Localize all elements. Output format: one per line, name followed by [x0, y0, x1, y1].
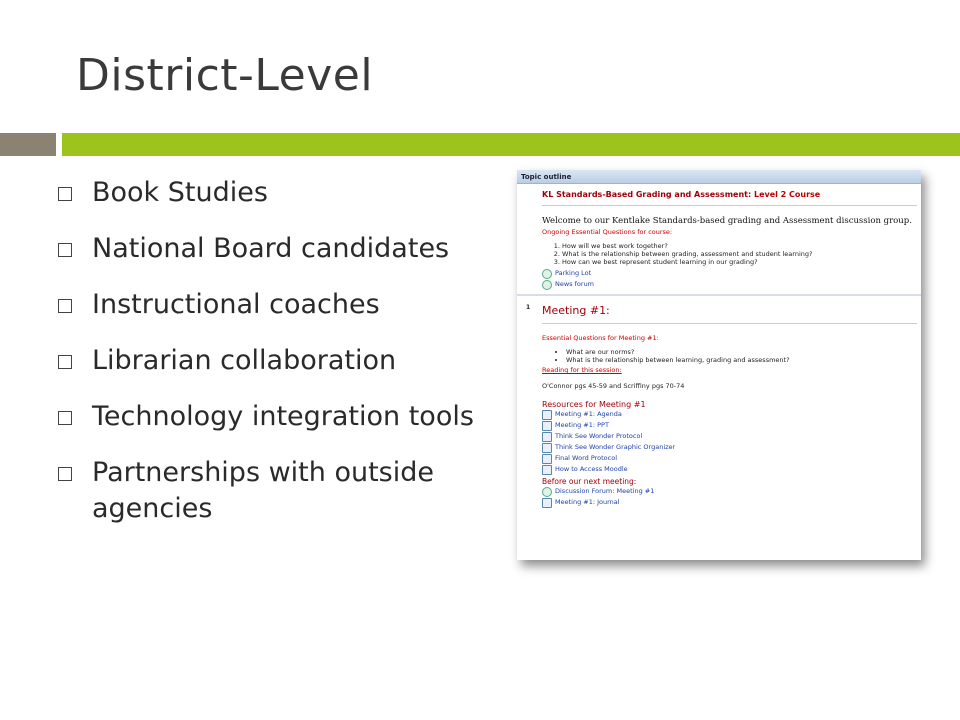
reading-label: Reading for this session:	[542, 366, 622, 374]
link-text: Think See Wonder Protocol	[555, 432, 643, 440]
list-item: 1. How will we best work together?	[562, 242, 917, 250]
ongoing-questions-label: Ongoing Essential Questions for course:	[542, 228, 673, 236]
section-number: 1	[526, 304, 531, 311]
course-title-text: KL Standards-Based Grading and Assessment:	[542, 190, 752, 199]
discussion-forum-link[interactable]	[542, 486, 917, 497]
moodle-screenshot	[517, 170, 921, 560]
list-item: 2. What is the relationship between grading, assessment and student learning?	[562, 250, 917, 258]
welcome-text: Welcome to our Kentlake Standards-based grading and Assessment discussion group.	[542, 216, 912, 226]
square-bullet-icon	[58, 243, 72, 257]
list-item: • What is the relationship between learning, grading and assessment?	[566, 356, 917, 364]
slide-title: District-Level	[76, 50, 374, 101]
resources-label: Resources for Meeting #1	[542, 400, 646, 409]
link-text: Parking Lot	[555, 269, 592, 277]
forum-icon	[542, 487, 552, 497]
bullet-text: Librarian collaboration	[92, 345, 397, 376]
divider	[542, 323, 917, 324]
bullet-text: Instructional coaches	[92, 289, 380, 320]
square-bullet-icon	[58, 187, 72, 201]
square-bullet-icon	[58, 299, 72, 313]
document-icon	[542, 465, 552, 475]
parking-lot-link[interactable]	[542, 268, 917, 279]
meeting-questions-list	[542, 348, 917, 364]
forum-icon	[542, 269, 552, 279]
link-text: Meeting #1: Journal	[555, 498, 620, 506]
news-forum-link[interactable]	[542, 279, 917, 290]
square-bullet-icon	[58, 411, 72, 425]
link-text: Meeting #1: PPT	[555, 421, 609, 429]
list-item: 3. How can we best represent student learning in our grading?	[562, 258, 917, 266]
link-text: Final Word Protocol	[555, 454, 618, 462]
bullet-item	[58, 455, 488, 527]
meeting-questions-label: Essential Questions for Meeting #1:	[542, 334, 659, 342]
topic-outline-header: Topic outline	[517, 170, 921, 184]
link-text: Discussion Forum: Meeting #1	[555, 487, 655, 495]
journal-icon	[542, 498, 552, 508]
square-bullet-icon	[58, 467, 72, 481]
bullet-text: Book Studies	[92, 177, 268, 208]
bullet-item	[58, 343, 488, 379]
link-text: News forum	[555, 280, 595, 288]
resource-link[interactable]	[542, 431, 917, 442]
forum-icon	[542, 280, 552, 290]
resource-link[interactable]	[542, 442, 917, 453]
resource-link[interactable]	[542, 464, 917, 475]
journal-link[interactable]	[542, 497, 917, 508]
bullet-text: Technology integration tools	[92, 401, 474, 432]
bullet-item	[58, 399, 488, 435]
link-text: How to Access Moodle	[555, 465, 628, 473]
divider	[542, 205, 917, 206]
document-icon	[542, 410, 552, 420]
bullet-text: Partnerships with outside agencies	[92, 457, 434, 524]
resource-link[interactable]	[542, 453, 917, 464]
course-intro-section	[517, 184, 921, 294]
list-item: • What are our norms?	[566, 348, 917, 356]
document-icon	[542, 454, 552, 464]
document-icon	[542, 443, 552, 453]
reading-text: O'Connor pgs 45-59 and Scriffiny pgs 70-74	[542, 382, 685, 390]
document-icon	[542, 421, 552, 431]
before-next-meeting-label: Before our next meeting:	[542, 477, 637, 486]
resource-link[interactable]	[542, 420, 917, 431]
link-text: Meeting #1: Agenda	[555, 410, 622, 418]
course-title	[542, 190, 917, 199]
bullet-text: National Board candidates	[92, 233, 450, 264]
bullet-item	[58, 231, 488, 267]
title-rule-accent	[0, 133, 56, 156]
document-icon	[542, 432, 552, 442]
link-text: Think See Wonder Graphic Organizer	[555, 443, 676, 451]
bullet-item	[58, 175, 488, 211]
meeting-title: Meeting #1:	[542, 304, 610, 317]
square-bullet-icon	[58, 355, 72, 369]
meeting-section	[517, 296, 921, 512]
ongoing-questions-list	[542, 242, 917, 266]
title-rule	[62, 133, 960, 156]
bullet-item	[58, 287, 488, 323]
resource-link[interactable]	[542, 409, 917, 420]
bullet-list	[58, 175, 488, 547]
course-level: Level 2 Course	[753, 190, 821, 199]
